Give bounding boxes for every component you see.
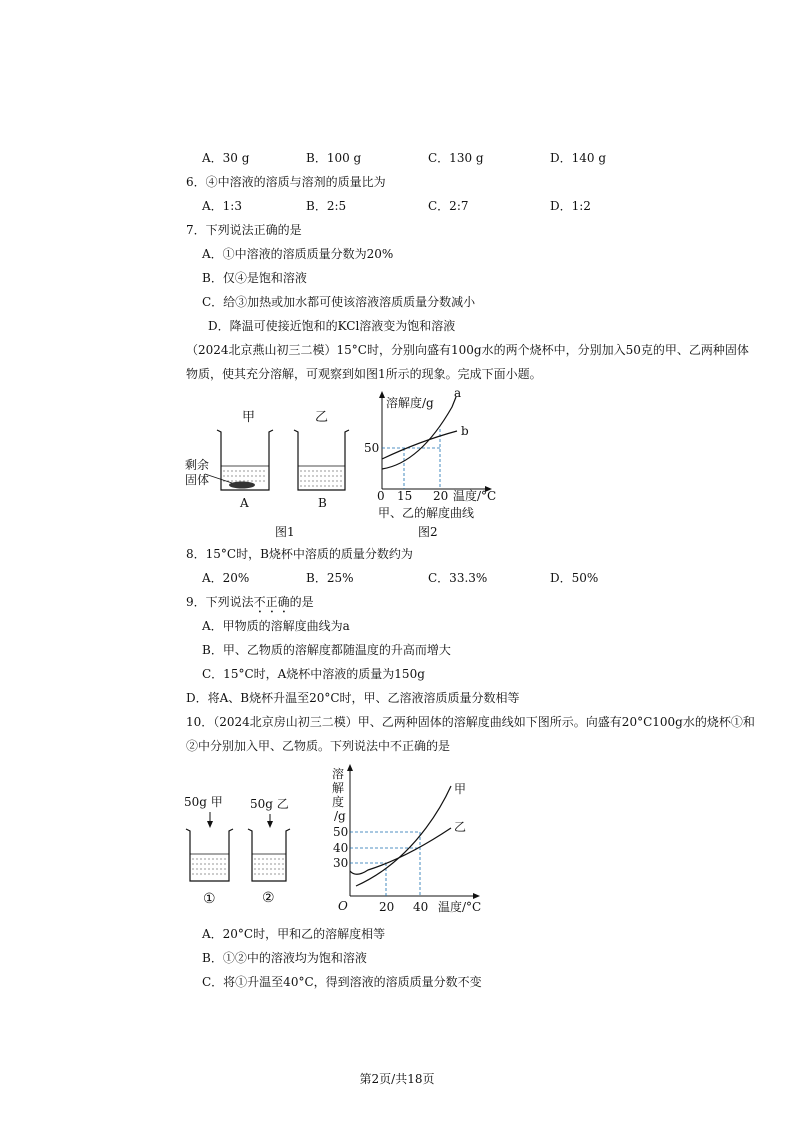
fig2-tick-0: 0: [377, 489, 385, 503]
q10-option-b: B．①②中的溶液均为饱和溶液: [202, 951, 367, 965]
q9-option-c: C．15°C时，A烧杯中溶液的质量为150g: [202, 667, 425, 681]
q9-option-a: A．甲物质的溶解度曲线为a: [202, 619, 350, 633]
beaker-b-letter: B: [318, 496, 327, 510]
q10-tick-20: 20: [379, 900, 395, 914]
add-jia-label: 50g 甲: [184, 795, 223, 809]
fig2-y-label: 溶解度/g: [386, 396, 434, 410]
passage-line-2: 物质，使其充分溶解，可观察到如图1所示的现象。完成下面小题。: [186, 367, 542, 381]
q10-option-a: A．20°C时，甲和乙的溶解度相等: [202, 927, 386, 941]
residue-label-1: 剩余: [185, 458, 210, 472]
q6-option-d: D．1:2: [550, 199, 591, 213]
q8-option-b: B．25%: [306, 571, 354, 585]
q10-tick-40: 40: [333, 841, 349, 855]
q7-stem: 7．下列说法正确的是: [186, 223, 302, 237]
q10-x-label: 温度/°C: [438, 900, 482, 914]
q8-stem: 8．15°C时，B烧杯中溶质的质量分数约为: [186, 547, 413, 561]
beaker-2: [248, 829, 290, 881]
q8-option-a: A．20%: [202, 571, 250, 585]
q10-tick-40x: 40: [413, 900, 429, 914]
fig2-tick-15: 15: [397, 489, 413, 503]
q9-option-d: D．将A、B烧杯升温至20°C时，甲、乙溶液溶质质量分数相等: [186, 691, 520, 705]
beaker-1-label: ①: [203, 891, 216, 907]
residue-solid: [229, 482, 255, 489]
q9-stem-emphasis: 不正确: [253, 595, 290, 609]
q9-stem-pre: 9．下列说法: [186, 595, 254, 609]
q5-option-d: D．140 g: [550, 151, 607, 165]
curve-b: [382, 431, 457, 459]
curve-jia: [356, 786, 451, 886]
q10-origin: O: [338, 899, 348, 913]
beaker-a-label: 甲: [242, 410, 256, 425]
figure-1-beakers: [180, 405, 360, 540]
curve-yi-label: 乙: [454, 820, 467, 834]
q5-option-b: B．100 g: [306, 151, 362, 165]
beaker-b: [294, 430, 349, 490]
q7-option-d: D．降温可使接近饱和的KCl溶液变为饱和溶液: [208, 319, 456, 333]
q7-option-b: B．仅④是饱和溶液: [202, 271, 307, 285]
figure-1-caption: 图1: [275, 525, 295, 539]
q10-solubility-chart: [326, 758, 496, 918]
figure-2-caption: 图2: [418, 525, 438, 539]
q10-y-label-1: 溶: [332, 767, 345, 781]
beaker-b-label: 乙: [315, 410, 329, 425]
q10-y-label-4: /g: [334, 809, 346, 823]
q6-option-b: B．2:5: [306, 199, 347, 213]
beaker-1: [186, 829, 233, 881]
q6-option-a: A．1:3: [202, 199, 242, 213]
curve-yi: [350, 828, 451, 874]
q8-option-d: D．50%: [550, 571, 599, 585]
curve-a-label: a: [454, 386, 462, 400]
q10-option-c: C．将①升温至40°C，得到溶液的溶质质量分数不变: [202, 975, 482, 989]
figure-2-solubility-chart: [360, 385, 510, 540]
curve-jia-label: 甲: [454, 782, 467, 796]
q10-y-label-3: 度: [332, 795, 345, 809]
beaker-a-letter: A: [240, 496, 249, 510]
page-footer: 第2页/共18页: [359, 1072, 435, 1086]
q6-option-c: C．2:7: [428, 199, 469, 213]
fig2-subtitle: 甲、乙的解度曲线: [378, 506, 475, 520]
q10-y-label-2: 解: [332, 781, 345, 795]
fig2-x-label: 温度/°C: [453, 489, 497, 503]
q9-stem: [186, 594, 314, 616]
add-yi-label: 50g 乙: [250, 797, 289, 811]
beaker-2-label: ②: [262, 890, 275, 906]
q6-stem: 6．④中溶液的溶质与溶剂的质量比为: [186, 175, 386, 189]
passage-line-1: （2024北京燕山初三二模）15°C时，分别向盛有100g水的两个烧杯中，分别加入50克的甲、乙两种固体: [186, 343, 749, 357]
q5-option-a: A．30 g: [202, 151, 250, 165]
q10-stem-line-2: ②中分别加入甲、乙物质。下列说法中不正确的是: [186, 739, 451, 753]
q10-stem-line-1: 10．（2024北京房山初三二模）甲、乙两种固体的溶解度曲线如下图所示。向盛有20°C100g水的烧杯①和: [186, 715, 755, 729]
q9-option-b: B．甲、乙物质的溶解度都随温度的升高而增大: [202, 643, 451, 657]
q7-option-a: A．①中溶液的溶质质量分数为20%: [202, 247, 394, 261]
q5-option-c: C．130 g: [428, 151, 484, 165]
fig2-tick-20: 20: [433, 489, 449, 503]
q8-option-c: C．33.3%: [428, 571, 488, 585]
curve-b-label: b: [461, 424, 469, 438]
q9-stem-post: 的是: [289, 595, 314, 609]
fig2-tick-50: 50: [364, 441, 380, 455]
q10-tick-30: 30: [333, 856, 349, 870]
residue-label-2: 固体: [185, 473, 210, 487]
q10-tick-50: 50: [333, 825, 349, 839]
q7-option-c: C．给③加热或加水都可使该溶液溶质质量分数减小: [202, 295, 476, 309]
q10-beakers: [180, 788, 300, 908]
